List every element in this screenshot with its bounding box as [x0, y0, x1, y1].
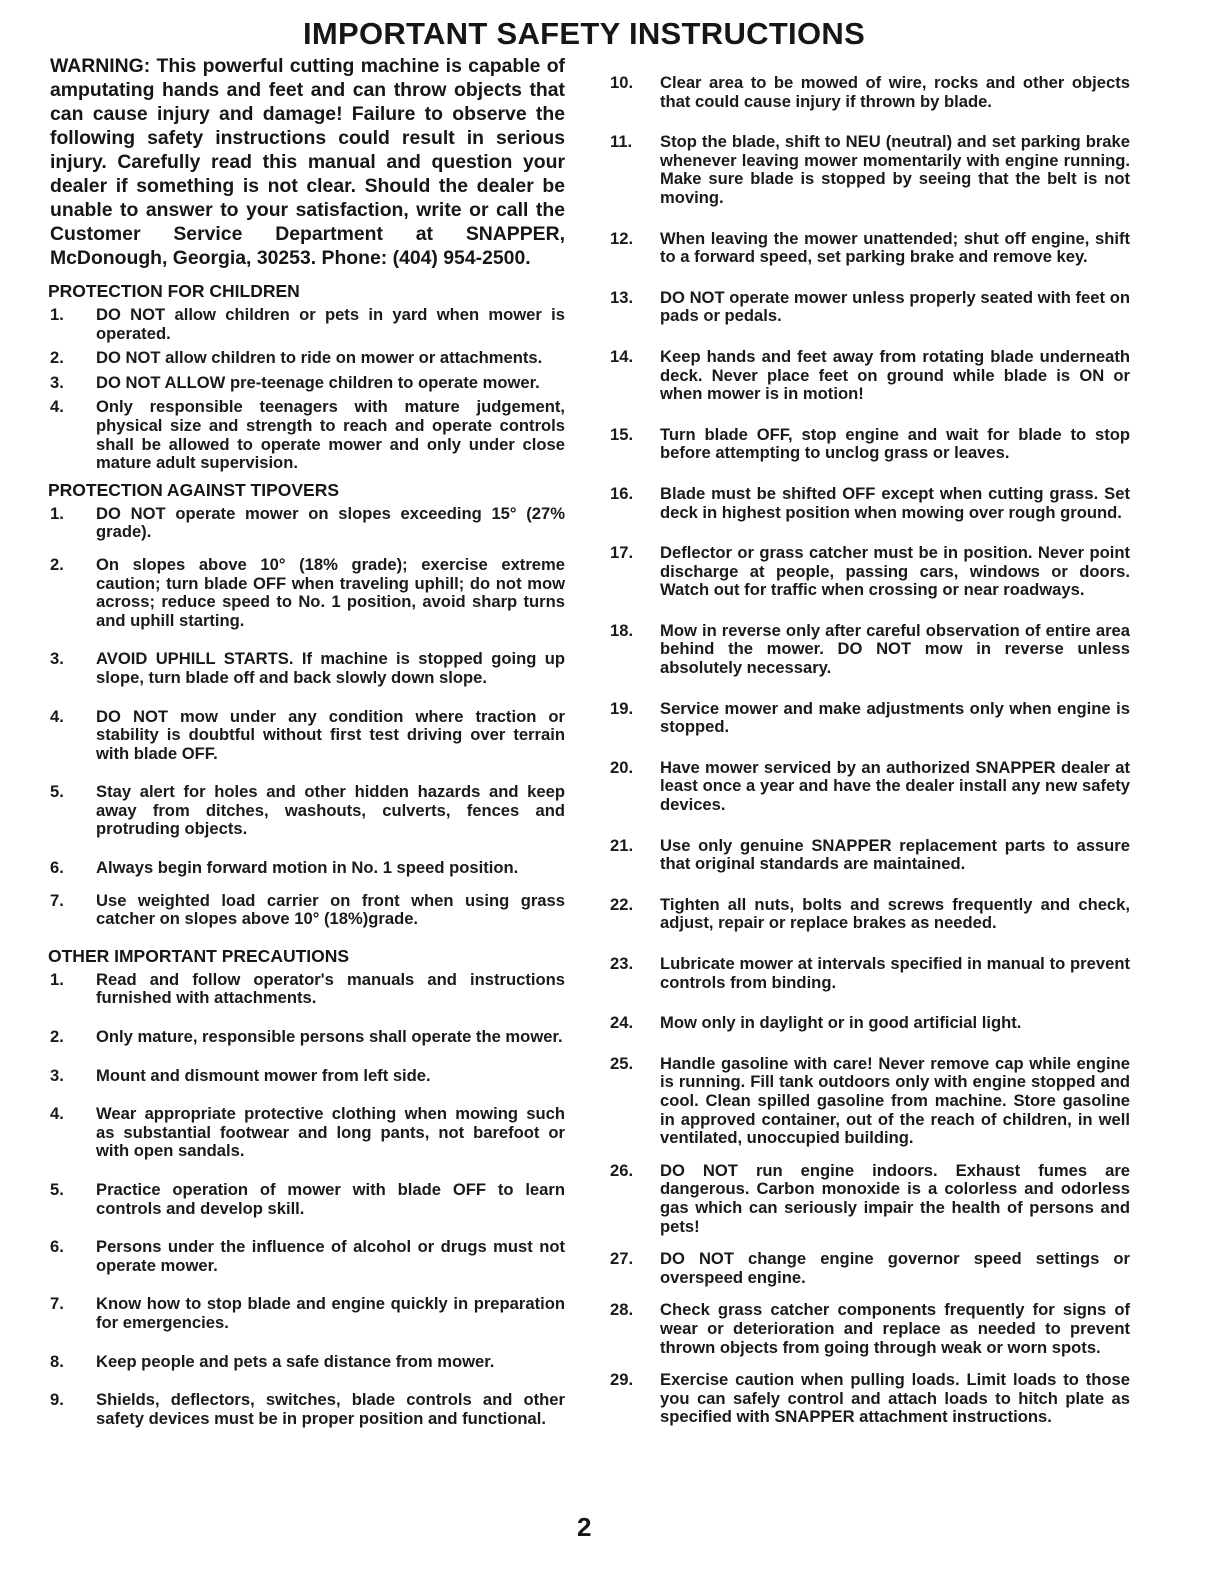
item-text: DO NOT allow children or pets in yard when mower is operated.	[96, 305, 565, 343]
item-text: Always begin forward motion in No. 1 speed position.	[96, 858, 519, 878]
list-item	[610, 1055, 1130, 1148]
list-item	[610, 485, 1130, 522]
item-number: 23.	[610, 954, 634, 973]
list-item	[610, 1301, 1130, 1357]
list-item	[610, 1250, 1130, 1287]
item-text: DO NOT operate mower on slopes exceeding 15° (27% grade).	[96, 503, 565, 542]
item-text: Deflector or grass catcher must be in position. Never point discharge at people, passing cars, windows or doors. Watch out for traffic when crossing or near roadways.	[660, 543, 1130, 600]
list-item	[610, 133, 1130, 207]
item-text: Turn blade OFF, stop engine and wait for blade to stop before attempting to unclog grass or leaves.	[660, 424, 1130, 463]
list-item	[50, 1181, 565, 1218]
item-text: Have mower serviced by an authorized SNAPPER dealer at least once a year and have the dealer install any new safety devices.	[660, 757, 1130, 815]
item-number: 2.	[50, 1027, 64, 1047]
item-text: DO NOT ALLOW pre-teenage children to operate mower.	[96, 372, 540, 392]
item-text: DO NOT operate mower unless properly seated with feet on pads or pedals.	[660, 287, 1130, 326]
item-number: 20.	[610, 757, 634, 777]
item-number: 10.	[610, 73, 634, 92]
item-number: 14.	[610, 346, 634, 366]
list-item	[50, 1028, 565, 1047]
list-item	[50, 1067, 565, 1086]
item-number: 2.	[50, 554, 64, 574]
list-item	[50, 859, 565, 878]
item-text: Persons under the influence of alcohol or drugs must not operate mower.	[96, 1237, 565, 1275]
section-heading-precautions: OTHER IMPORTANT PRECAUTIONS	[48, 945, 350, 966]
list-item	[610, 230, 1130, 267]
list-item	[610, 837, 1130, 874]
item-number: 24.	[610, 1013, 634, 1033]
item-number: 27.	[610, 1249, 634, 1269]
list-item	[610, 700, 1130, 737]
item-text: Tighten all nuts, bolts and screws frequently and check, adjust, repair or replace brakes as needed.	[660, 894, 1130, 933]
item-text: Wear appropriate protective clothing when mowing such as substantial footwear and long pants, not barefoot or with open sandals.	[96, 1104, 565, 1161]
item-number: 4.	[50, 706, 64, 726]
list-item	[50, 374, 565, 393]
item-text: Use weighted load carrier on front when using grass catcher on slopes above 10° (18%)grade.	[96, 890, 565, 929]
list-item	[50, 1105, 565, 1161]
item-number: 18.	[610, 620, 634, 640]
page-number: 2	[577, 1512, 592, 1542]
item-text: Only responsible teenagers with mature judgement, physical size and strength to reach and operate controls shall be allowed to operate mower and only under close mature adult supervision.	[96, 397, 565, 473]
list-item	[50, 1353, 565, 1372]
list-item	[50, 1295, 565, 1332]
list-item	[50, 349, 565, 368]
warning-paragraph: WARNING: This powerful cutting machine is capable of amputating hands and feet and can throw objects that can cause injury and damage! Failure to observe the following safety instructions could result in serious injury. Carefully read this manual and question your dealer if something is not clear. Should the dealer be unable to answer to your satisfaction, write or call the Customer Service Department at SNAPPER, McDonough, Georgia, 30253. Phone: (404) 954-2500.	[50, 55, 565, 269]
item-number: 19.	[610, 698, 634, 718]
item-text: Stay alert for holes and other hidden hazards and keep away from ditches, washouts, culverts, fences and protruding objects.	[96, 782, 565, 839]
item-text: Mow only in daylight or in good artificial light.	[660, 1013, 1022, 1033]
item-number: 3.	[50, 649, 64, 669]
section-heading-children: PROTECTION FOR CHILDREN	[48, 281, 300, 301]
list-item	[50, 708, 565, 764]
item-text: DO NOT mow under any condition where traction or stability is doubtful without first test driving over terrain with blade OFF.	[96, 706, 565, 763]
item-text: Shields, deflectors, switches, blade controls and other safety devices must be in proper position and functional.	[96, 1390, 565, 1428]
item-number: 8.	[50, 1351, 64, 1371]
list-item	[610, 1014, 1130, 1033]
item-number: 2.	[50, 348, 64, 368]
item-number: 9.	[50, 1390, 64, 1410]
item-text: Lubricate mower at intervals specified in manual to prevent controls from binding.	[660, 954, 1130, 992]
item-number: 17.	[610, 543, 634, 563]
item-text: Use only genuine SNAPPER replacement parts to assure that original standards are maintained.	[660, 835, 1130, 874]
item-text: When leaving the mower unattended; shut off engine, shift to a forward speed, set parking brake and remove key.	[660, 228, 1130, 267]
item-number: 11.	[610, 132, 633, 152]
item-number: 12.	[610, 228, 634, 248]
list-item	[610, 1162, 1130, 1236]
item-number: 7.	[50, 1294, 64, 1314]
item-number: 1.	[50, 969, 64, 989]
list-item	[50, 892, 565, 929]
list-item	[610, 622, 1130, 678]
item-number: 25.	[610, 1053, 634, 1073]
item-number: 4.	[50, 1104, 64, 1124]
precautions-list	[50, 971, 565, 1429]
list-item	[50, 650, 565, 687]
list-item	[50, 398, 565, 472]
item-text: Read and follow operator's manuals and instructions furnished with attachments.	[96, 969, 565, 1008]
item-number: 3.	[50, 1065, 64, 1085]
item-text: Practice operation of mower with blade OFF to learn controls and develop skill.	[96, 1180, 565, 1218]
tipovers-list	[50, 505, 565, 929]
item-number: 22.	[610, 894, 634, 914]
item-text: Keep hands and feet away from rotating blade underneath deck. Never place feet on ground while blade is ON or when mower is in motion!	[660, 346, 1130, 404]
item-text: Mow in reverse only after careful observation of entire area behind the mower. DO NOT mow in reverse unless absolutely necessary.	[660, 620, 1130, 678]
list-item	[610, 1371, 1130, 1427]
item-text: DO NOT change engine governor speed settings or overspeed engine.	[660, 1249, 1130, 1287]
list-item	[610, 896, 1130, 933]
list-item	[50, 971, 565, 1008]
item-number: 1.	[50, 305, 64, 324]
item-text: Handle gasoline with care! Never remove cap while engine is running. Fill tank outdoors only with engine stopped and cool. Clean spilled gasoline from machine. Store gasoline in approved container, out of the reach of children, in well ventilated, unoccupied building.	[660, 1053, 1130, 1148]
left-column	[50, 54, 565, 1428]
item-number: 5.	[50, 1180, 64, 1199]
list-item	[610, 544, 1130, 600]
item-number: 6.	[50, 1237, 64, 1257]
item-number: 7.	[50, 890, 64, 910]
list-item	[50, 505, 565, 542]
list-item	[50, 306, 565, 343]
item-number: 6.	[50, 858, 64, 878]
right-column	[610, 74, 1130, 1427]
item-number: 5.	[50, 782, 64, 802]
item-number: 3.	[50, 372, 64, 392]
item-text: Only mature, responsible persons shall operate the mower.	[96, 1027, 563, 1047]
item-number: 4.	[50, 397, 64, 417]
list-item	[50, 1391, 565, 1428]
item-text: Know how to stop blade and engine quickly in preparation for emergencies.	[96, 1294, 565, 1332]
list-item	[610, 955, 1130, 992]
item-number: 1.	[50, 503, 64, 523]
list-item	[50, 556, 565, 630]
item-text: AVOID UPHILL STARTS. If machine is stopped going up slope, turn blade off and back slowly down slope.	[96, 649, 565, 687]
item-text: Check grass catcher components frequently for signs of wear or deterioration and replace as needed to prevent thrown objects from going through weak or worn spots.	[660, 1300, 1130, 1357]
item-number: 15.	[610, 424, 634, 444]
list-item	[50, 783, 565, 839]
item-number: 16.	[610, 483, 634, 503]
item-text: Mount and dismount mower from left side.	[96, 1065, 431, 1085]
item-text: Service mower and make adjustments only when engine is stopped.	[660, 698, 1130, 737]
continued-list	[610, 74, 1130, 1427]
item-text: Stop the blade, shift to NEU (neutral) and set parking brake whenever leaving mower momentarily with engine running. Make sure blade is stopped by seeing that the belt is not moving.	[660, 132, 1130, 207]
item-text: Exercise caution when pulling loads. Limit loads to those you can safely control and attach loads to hitch plate as specified with SNAPPER attachment instructions.	[660, 1370, 1130, 1427]
item-text: Keep people and pets a safe distance from mower.	[96, 1351, 495, 1371]
children-list	[50, 306, 565, 473]
item-number: 28.	[610, 1300, 634, 1320]
section-heading-tipovers: PROTECTION AGAINST TIPOVERS	[48, 479, 340, 500]
item-number: 21.	[610, 835, 634, 855]
item-text: DO NOT run engine indoors. Exhaust fumes are dangerous. Carbon monoxide is a colorless and odorless gas which can seriously impair the health of persons and pets!	[660, 1160, 1130, 1236]
list-item	[610, 759, 1130, 815]
list-item	[50, 1238, 565, 1275]
item-number: 13.	[610, 287, 634, 307]
item-text: On slopes above 10° (18% grade); exercise extreme caution; turn blade OFF when traveling uphill; do not mow across; reduce speed to No. 1 position, avoid sharp turns and uphill starting.	[96, 554, 565, 630]
list-item	[610, 426, 1130, 463]
list-item	[610, 289, 1130, 326]
item-number: 26.	[610, 1160, 634, 1180]
list-item	[610, 348, 1130, 404]
item-text: Blade must be shifted OFF except when cutting grass. Set deck in highest position when mowing over rough ground.	[660, 483, 1130, 522]
page-title: IMPORTANT SAFETY INSTRUCTIONS	[302, 16, 866, 51]
item-number: 29.	[610, 1370, 634, 1390]
list-item	[610, 74, 1130, 111]
item-text: Clear area to be mowed of wire, rocks and other objects that could cause injury if thrown by blade.	[660, 73, 1130, 111]
item-text: DO NOT allow children to ride on mower or attachments.	[96, 348, 543, 368]
